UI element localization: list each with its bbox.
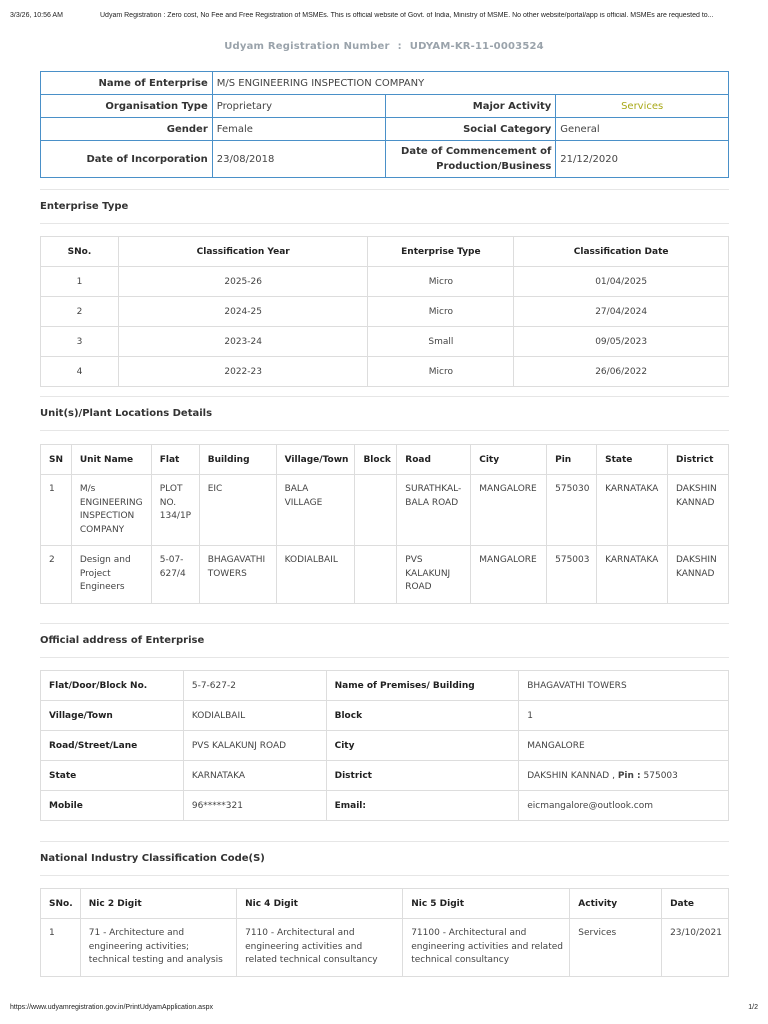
section-divider <box>40 841 729 842</box>
table-row <box>41 919 729 977</box>
print-page-title: Udyam Registration : Zero cost, No Fee and Free Registration of MSMEs. This is official website of Govt. of India, Ministry of MSME. No other website/portal/app is official. MSMEs are requested to... <box>100 12 714 19</box>
nic-codes-table <box>40 888 729 977</box>
mobile-label: Mobile <box>41 791 184 821</box>
section-divider <box>40 396 729 397</box>
table-cell: MANGALORE <box>471 475 547 546</box>
column-header: Building <box>199 445 276 475</box>
table-cell: DAKSHIN KANNAD <box>668 475 729 546</box>
column-header: Enterprise Type <box>368 237 514 267</box>
table-cell: 2025-26 <box>118 267 368 297</box>
registration-number: UDYAM-KR-11-0003524 <box>409 41 544 52</box>
table-cell: MANGALORE <box>471 546 547 604</box>
flat-label: Flat/Door/Block No. <box>41 671 184 701</box>
village-label: Village/Town <box>41 701 184 731</box>
table-row <box>41 118 729 141</box>
footer-page-number: 1/2 <box>748 1004 758 1011</box>
table-cell: 1 <box>41 475 72 546</box>
table-cell: 01/04/2025 <box>514 267 729 297</box>
table-cell: PLOT NO. 134/1P <box>151 475 199 546</box>
table-cell: 71 - Architecture and engineering activities; technical testing and analysis <box>80 919 236 977</box>
table-cell: KARNATAKA <box>597 475 668 546</box>
column-header: Unit Name <box>71 445 151 475</box>
block-label: Block <box>326 701 519 731</box>
column-header: District <box>668 445 729 475</box>
table-cell: M/s ENGINEERING INSPECTION COMPANY <box>71 475 151 546</box>
table-row <box>41 327 729 357</box>
print-timestamp: 3/3/26, 10:56 AM <box>10 12 63 19</box>
column-header: Nic 2 Digit <box>80 889 236 919</box>
organisation-type-label: Organisation Type <box>41 95 213 118</box>
table-cell: BHAGAVATHI TOWERS <box>199 546 276 604</box>
name-of-enterprise-value: M/S ENGINEERING INSPECTION COMPANY <box>212 72 728 95</box>
official-address-table <box>40 670 729 821</box>
column-header: Flat <box>151 445 199 475</box>
section-divider <box>40 189 729 190</box>
section-divider <box>40 623 729 624</box>
social-category-label: Social Category <box>386 118 556 141</box>
table-cell: Micro <box>368 297 514 327</box>
major-activity-label: Major Activity <box>386 95 556 118</box>
table-cell: 2023-24 <box>118 327 368 357</box>
table-row <box>41 475 729 546</box>
column-header: Pin <box>547 445 597 475</box>
email-value: eicmangalore@outlook.com <box>519 791 729 821</box>
section-divider <box>40 430 729 431</box>
registration-number-heading <box>0 41 768 52</box>
district-label: District <box>326 761 519 791</box>
block-value: 1 <box>519 701 729 731</box>
table-row <box>41 731 729 761</box>
table-cell <box>355 475 397 546</box>
road-value: PVS KALAKUNJ ROAD <box>183 731 326 761</box>
date-of-incorporation-label: Date of Incorporation <box>41 141 213 178</box>
table-cell: 575003 <box>547 546 597 604</box>
print-header <box>10 12 758 19</box>
column-header: Activity <box>570 889 662 919</box>
table-cell: EIC <box>199 475 276 546</box>
table-row <box>41 671 729 701</box>
table-cell: 7110 - Architectural and engineering activities and related technical consultancy <box>237 919 403 977</box>
table-cell: 2024-25 <box>118 297 368 327</box>
gender-value: Female <box>212 118 386 141</box>
registration-label: Udyam Registration Number <box>224 41 390 52</box>
table-cell: 4 <box>41 357 119 387</box>
table-cell: 2 <box>41 297 119 327</box>
table-cell: KARNATAKA <box>597 546 668 604</box>
table-cell: KODIALBAIL <box>276 546 355 604</box>
table-row <box>41 95 729 118</box>
column-header: SNo. <box>41 237 119 267</box>
table-cell: 5-07-627/4 <box>151 546 199 604</box>
table-row <box>41 701 729 731</box>
table-cell: 09/05/2023 <box>514 327 729 357</box>
name-of-enterprise-label: Name of Enterprise <box>41 72 213 95</box>
state-label: State <box>41 761 184 791</box>
registration-separator: : <box>397 41 402 52</box>
column-header: SNo. <box>41 889 81 919</box>
column-header: Nic 4 Digit <box>237 889 403 919</box>
village-value: KODIALBAIL <box>183 701 326 731</box>
table-cell: Services <box>570 919 662 977</box>
table-cell: 3 <box>41 327 119 357</box>
section-divider <box>40 223 729 224</box>
flat-value: 5-7-627-2 <box>183 671 326 701</box>
column-header: Nic 5 Digit <box>403 889 570 919</box>
table-row <box>41 357 729 387</box>
column-header: SN <box>41 445 72 475</box>
table-header-row <box>41 445 729 475</box>
table-cell: 1 <box>41 919 81 977</box>
column-header: Road <box>397 445 471 475</box>
table-cell <box>355 546 397 604</box>
table-cell: 27/04/2024 <box>514 297 729 327</box>
table-cell: Design and Project Engineers <box>71 546 151 604</box>
column-header: City <box>471 445 547 475</box>
plant-locations-title: Unit(s)/Plant Locations Details <box>40 408 213 419</box>
enterprise-summary-table <box>40 71 729 178</box>
date-of-incorporation-value: 23/08/2018 <box>212 141 386 178</box>
table-row <box>41 761 729 791</box>
table-row <box>41 546 729 604</box>
table-row <box>41 791 729 821</box>
column-header: Date <box>662 889 729 919</box>
column-header: Classification Year <box>118 237 368 267</box>
district-value <box>519 761 729 791</box>
city-value: MANGALORE <box>519 731 729 761</box>
table-cell: SURATHKAL-BALA ROAD <box>397 475 471 546</box>
plant-locations-table <box>40 444 729 604</box>
date-of-commencement-value: 21/12/2020 <box>556 141 729 178</box>
major-activity-value: Services <box>556 95 729 118</box>
social-category-value: General <box>556 118 729 141</box>
column-header: State <box>597 445 668 475</box>
column-header: Classification Date <box>514 237 729 267</box>
table-header-row <box>41 889 729 919</box>
table-cell: 2 <box>41 546 72 604</box>
mobile-value: 96*****321 <box>183 791 326 821</box>
table-cell: Micro <box>368 267 514 297</box>
pin-label: Pin : <box>617 770 641 781</box>
table-row <box>41 267 729 297</box>
section-divider <box>40 657 729 658</box>
district-name: DAKSHIN KANNAD , <box>527 770 615 781</box>
premises-label: Name of Premises/ Building <box>326 671 519 701</box>
premises-value: BHAGAVATHI TOWERS <box>519 671 729 701</box>
table-cell: Small <box>368 327 514 357</box>
table-cell: 1 <box>41 267 119 297</box>
gender-label: Gender <box>41 118 213 141</box>
enterprise-type-table <box>40 236 729 387</box>
date-of-commencement-label: Date of Commencement of Production/Business <box>386 141 556 178</box>
print-footer <box>10 1004 758 1011</box>
state-value: KARNATAKA <box>183 761 326 791</box>
section-divider <box>40 875 729 876</box>
official-address-title: Official address of Enterprise <box>40 635 205 646</box>
table-cell: 23/10/2021 <box>662 919 729 977</box>
table-cell: DAKSHIN KANNAD <box>668 546 729 604</box>
column-header: Block <box>355 445 397 475</box>
column-header: Village/Town <box>276 445 355 475</box>
table-row <box>41 72 729 95</box>
city-label: City <box>326 731 519 761</box>
table-cell: Micro <box>368 357 514 387</box>
nic-codes-title: National Industry Classification Code(S) <box>40 853 265 864</box>
table-row <box>41 141 729 178</box>
organisation-type-value: Proprietary <box>212 95 386 118</box>
table-cell: PVS KALAKUNJ ROAD <box>397 546 471 604</box>
table-row <box>41 297 729 327</box>
table-header-row <box>41 237 729 267</box>
table-cell: 26/06/2022 <box>514 357 729 387</box>
footer-url: https://www.udyamregistration.gov.in/PrintUdyamApplication.aspx <box>10 1004 213 1011</box>
road-label: Road/Street/Lane <box>41 731 184 761</box>
enterprise-type-title: Enterprise Type <box>40 201 129 212</box>
email-label: Email: <box>326 791 519 821</box>
table-cell: 575030 <box>547 475 597 546</box>
table-cell: 2022-23 <box>118 357 368 387</box>
table-cell: 71100 - Architectural and engineering activities and related technical consultancy <box>403 919 570 977</box>
table-cell: BALA VILLAGE <box>276 475 355 546</box>
pin-value: 575003 <box>643 770 678 781</box>
